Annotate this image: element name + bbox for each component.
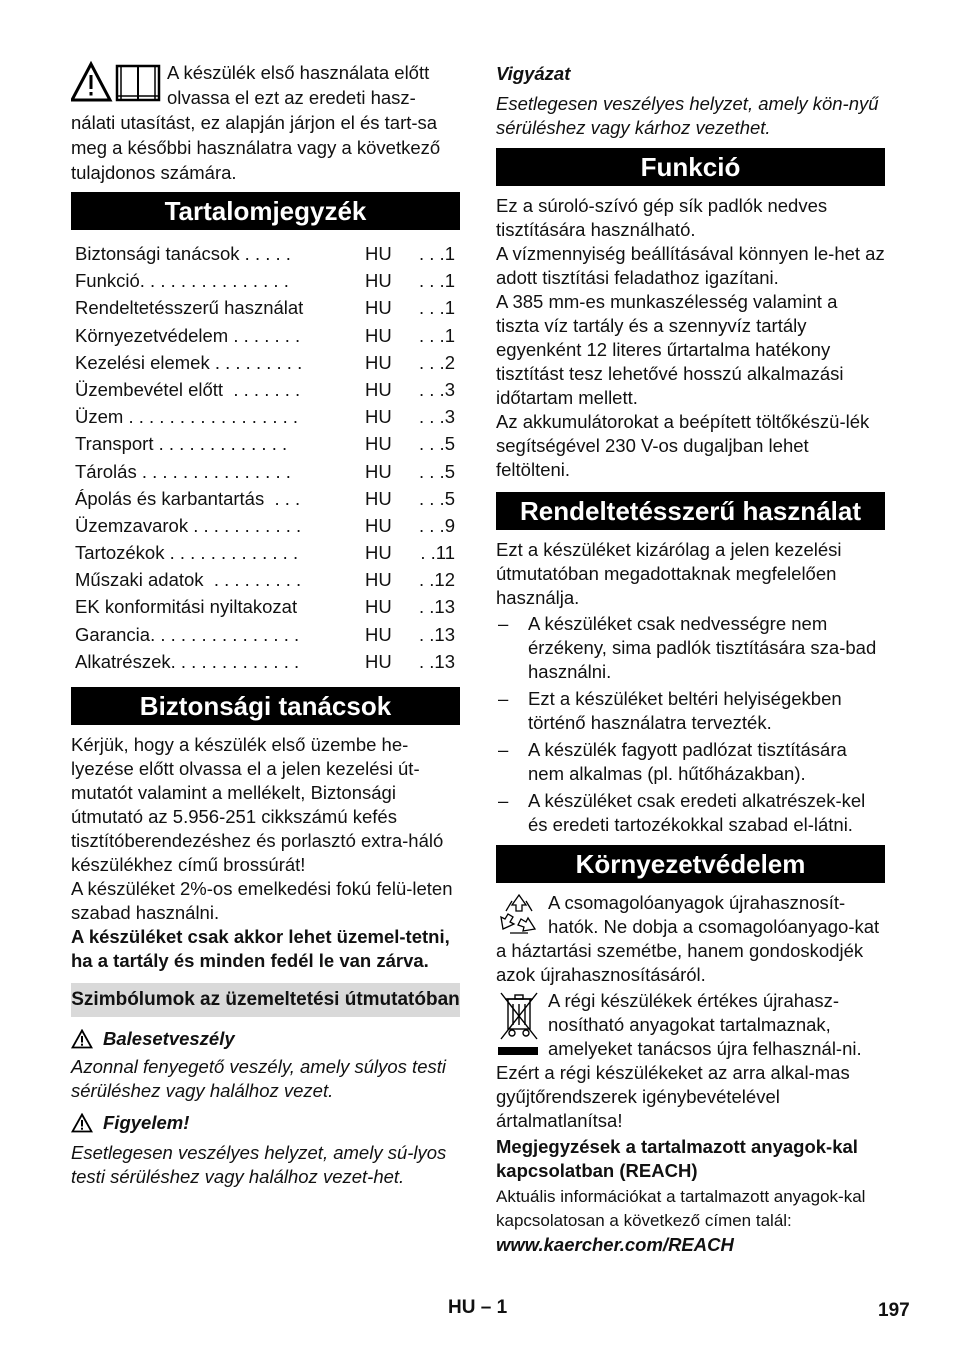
recycling-icon	[496, 891, 542, 937]
toc-row[interactable]	[75, 349, 460, 376]
list-dash: –	[498, 739, 509, 760]
toc-entry-label: Transport . . . . . . . . . . . . .	[75, 433, 293, 455]
toc-entry-page: . . .3	[419, 406, 455, 428]
toc-entry-label: Üzembevétel előtt . . . . . . .	[75, 378, 306, 400]
toc-entry-page: . . .1	[419, 270, 455, 292]
danger-heading	[71, 1027, 460, 1051]
toc-entry-page: . . .5	[419, 433, 455, 455]
list-item-text: A készülék fagyott padlózat tisztítására nem alkalmas (pl. hűtőházakban).	[528, 739, 847, 784]
weee-paragraph	[496, 989, 885, 1133]
danger-heading-text: Balesetveszély	[103, 1028, 235, 1049]
toc-entry-language: HU	[365, 406, 392, 428]
toc-row[interactable]	[75, 512, 460, 539]
reach-text: Aktuális információkat a tartalmazott anyagok-kal kapcsolatosan a következő címen talál:	[496, 1187, 866, 1230]
toc-entry-label: Környezetvédelem . . . . . . .	[75, 324, 306, 346]
warning-triangle-icon	[71, 1113, 93, 1133]
list-item-text: A készüléket csak nedvességre nem érzékeny, sima padlók tisztítására sza-bad használni.	[528, 613, 877, 682]
toc-row[interactable]	[75, 240, 460, 267]
toc-row[interactable]	[75, 648, 460, 675]
caution-text: Esetlegesen veszélyes helyzet, amely kön-nyű sérüléshez vagy kárhoz vezethet.	[496, 93, 879, 138]
list-item	[496, 738, 885, 786]
warning-manual-icon	[71, 60, 163, 104]
footer-page-number: 197	[878, 1300, 910, 1321]
toc-entry-language: HU	[365, 270, 392, 292]
toc-entry-language: HU	[365, 243, 392, 264]
toc-entry-language: HU	[365, 650, 392, 672]
list-item-text: A készüléket csak eredeti alkatrészek-kel és eredeti tartozékokkal szabad el-látni.	[528, 790, 866, 835]
toc-entry-label: Alkatrészek. . . . . . . . . . . . .	[75, 650, 305, 672]
intro-notice	[71, 60, 460, 185]
toc-entry-page: . . .3	[419, 378, 455, 400]
toc-entry-label: Rendeltetésszerű használat	[75, 297, 304, 319]
toc-list	[71, 240, 460, 675]
toc-entry-page: . .13	[419, 596, 455, 618]
toc-entry-language: HU	[365, 542, 392, 564]
toc-entry-page: . . .5	[419, 487, 455, 509]
list-dash: –	[498, 790, 509, 811]
toc-entry-page: . . .9	[419, 514, 455, 536]
crossed-bin-icon	[496, 989, 542, 1061]
toc-entry-label: Kezelési elemek . . . . . . . . .	[75, 351, 308, 373]
warning-text: Esetlegesen veszélyes helyzet, amely sú-lyos testi sérüléshez vagy halálhoz vezet-het.	[71, 1142, 447, 1187]
toc-entry-language: HU	[365, 596, 392, 618]
footer-page-label: HU – 1	[448, 1297, 508, 1318]
toc-entry-page: . . .1	[419, 243, 455, 264]
intended-use-paragraph: Ezt a készüléket kizárólag a jelen kezelési útmutatóban megadottaknak megfelelően használja.	[496, 539, 842, 608]
function-paragraph-3: A 385 mm-es munkaszélesség valamint a tiszta víz tartály és a szennyvíz tartály egyenként 12 literes űrtartalma hatékony tisztítást tesz lehetővé hosszú alkalmazási időtartam mellett.	[496, 291, 844, 408]
warning-heading	[71, 1111, 460, 1135]
safety-paragraph-1: Kérjük, hogy a készülék első üzembe he-lyezése előtt olvassa el a jelen kezelési út-mutatót valamint a mellékelt, Biztonsági útmutató az 5.956-251 cikkszámú kefés tisztítóberendezéshez és porlasztó extra-háló készülékhez című brossúrát!	[71, 734, 444, 875]
toc-entry-label: EK konformitási nyiltakozat	[75, 596, 298, 618]
recycling-text: A csomagolóanyagok újrahasznosít-hatók. Ne dobja a csomagolóanyago-kat a háztartási szemétbe, hanem gondoskodjék azok újrahasznosításáról.	[496, 892, 880, 985]
toc-entry-label: Műszaki adatok . . . . . . . . .	[75, 569, 307, 591]
reach-heading: Megjegyzések a tartalmazott anyagok-kal kapcsolatban (REACH)	[496, 1136, 858, 1181]
toc-row[interactable]	[75, 430, 460, 457]
intro-text: A készülék első használata előtt olvassa el ezt az eredeti hasz-nálati utasítást, ez alapján járjon el és tart-sa meg a későbbi használatra vagy a következő tulajdonos számára.	[71, 62, 441, 183]
toc-row[interactable]	[75, 621, 460, 648]
list-item	[496, 687, 885, 735]
toc-entry-label: Üzem . . . . . . . . . . . . . . . . .	[75, 406, 304, 428]
safety-paragraph-2: A készüléket 2%-os emelkedési fokú felü-leten szabad használni.	[71, 878, 453, 923]
intended-use-title: Rendeltetésszerű használat	[496, 492, 885, 530]
list-dash: –	[498, 688, 509, 709]
toc-row[interactable]	[75, 294, 460, 321]
safety-paragraph-3: A készüléket csak akkor lehet üzemel-tetni, ha a tartály és minden fedél le van zárva.	[71, 926, 450, 971]
toc-entry-label: Ápolás és karbantartás . . .	[75, 487, 306, 509]
function-paragraph-1: Ez a súroló-szívó gép sík padlók nedves tisztítására használható.	[496, 195, 828, 240]
toc-entry-page: . .11	[420, 542, 455, 564]
function-paragraph-4: Az akkumulátorokat a beépített töltőkészü-lék segítségével 230 V-os dugaljban lehet feltölteni.	[496, 411, 870, 480]
list-item	[496, 789, 885, 837]
weee-text: A régi készülékek értékes újrahasz-nosítható anyagokat tartalmaznak, amelyeket tanácsos újra felhasznál-ni. Ezért a régi készülékeket az arra alkal-mas gyűjtőrendszerek igénybevételével ártalmatlanítsa!	[496, 990, 862, 1131]
toc-entry-page: . . .1	[419, 297, 455, 319]
toc-entry-label: Biztonsági tanácsok . . . . .	[75, 243, 297, 264]
environment-title: Környezetvédelem	[496, 845, 885, 883]
toc-row[interactable]	[75, 458, 460, 485]
toc-entry-language: HU	[365, 324, 392, 346]
toc-row[interactable]	[75, 485, 460, 512]
function-title: Funkció	[496, 148, 885, 186]
toc-entry-page: . . .2	[419, 351, 455, 373]
toc-entry-label: Funkció. . . . . . . . . . . . . . .	[75, 270, 294, 292]
danger-text: Azonnal fenyegető veszély, amely súlyos testi sérüléshez vagy halálhoz vezet.	[71, 1056, 446, 1101]
toc-row[interactable]	[75, 539, 460, 566]
warning-triangle-icon	[71, 1029, 93, 1049]
intro-icons	[71, 60, 163, 106]
safety-title: Biztonsági tanácsok	[71, 687, 460, 725]
warning-heading-text: Figyelem!	[103, 1112, 190, 1133]
toc-entry-page: . .12	[419, 569, 455, 591]
toc-entry-language: HU	[365, 378, 392, 400]
toc-row[interactable]	[75, 267, 460, 294]
recycling-paragraph	[496, 891, 885, 987]
toc-row[interactable]	[75, 376, 460, 403]
toc-entry-page: . . .1	[419, 324, 455, 346]
toc-entry-label: Tárolás . . . . . . . . . . . . . . .	[75, 460, 297, 482]
toc-row[interactable]	[75, 322, 460, 349]
right-column	[496, 58, 885, 1257]
toc-entry-language: HU	[365, 487, 392, 509]
list-item	[496, 612, 885, 684]
function-paragraph-2: A vízmennyiség beállításával könnyen le-het az adott tisztítási feladathoz igazítani.	[496, 243, 885, 288]
symbols-title: Szimbólumok az üzemeltetési útmutatóban	[71, 983, 460, 1017]
list-item-text: Ezt a készüléket beltéri helyiségekben történő használatra tervezték.	[528, 688, 842, 733]
toc-title: Tartalomjegyzék	[71, 192, 460, 230]
toc-row[interactable]	[75, 593, 460, 620]
toc-entry-page: . .13	[419, 650, 455, 672]
caution-heading: Vigyázat	[496, 63, 571, 84]
toc-entry-language: HU	[365, 433, 392, 455]
list-dash: –	[498, 613, 509, 634]
toc-entry-language: HU	[365, 514, 392, 536]
toc-entry-label: Üzemzavarok . . . . . . . . . . .	[75, 514, 307, 536]
toc-row[interactable]	[75, 403, 460, 430]
left-column	[71, 58, 460, 1189]
toc-entry-language: HU	[365, 297, 392, 319]
toc-entry-language: HU	[365, 351, 392, 373]
toc-entry-page: . .13	[419, 623, 455, 645]
toc-entry-page: . . .5	[419, 460, 455, 482]
intended-use-list	[496, 612, 885, 837]
toc-row[interactable]	[75, 566, 460, 593]
toc-entry-language: HU	[365, 460, 392, 482]
toc-entry-label: Garancia. . . . . . . . . . . . . . .	[75, 623, 305, 645]
toc-entry-label: Tartozékok . . . . . . . . . . . . .	[75, 542, 304, 564]
toc-entry-language: HU	[365, 569, 392, 591]
toc-entry-language: HU	[365, 623, 392, 645]
reach-link[interactable]: www.kaercher.com/REACH	[496, 1234, 734, 1255]
